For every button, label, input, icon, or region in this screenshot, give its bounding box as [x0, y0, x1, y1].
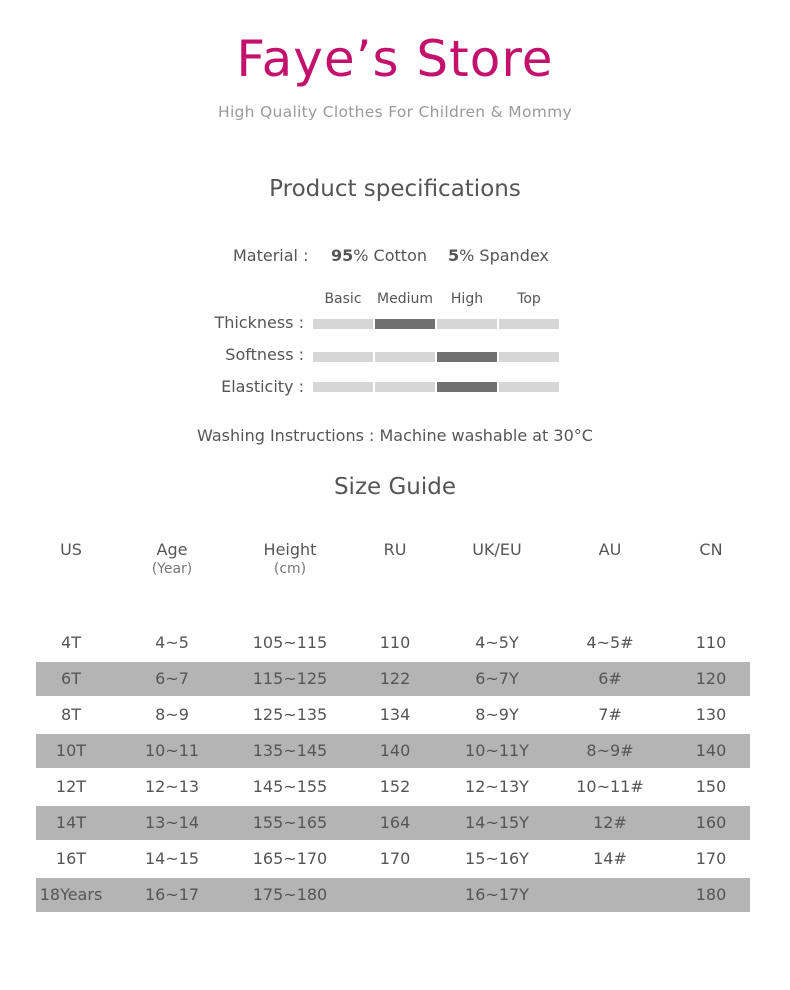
- table-cell: 110: [695, 633, 727, 652]
- size-guide-title: Size Guide: [333, 474, 457, 500]
- thickness-scale-segment-basic: [313, 319, 373, 329]
- table-cell: 10T: [55, 741, 87, 760]
- table-cell: 12#: [593, 813, 627, 832]
- elasticity-scale-segment-medium: [375, 382, 435, 392]
- elasticity-label: Elasticity :: [221, 377, 304, 396]
- column-header-label: Height: [263, 540, 317, 559]
- softness-scale-segment-basic: [313, 352, 373, 362]
- thickness-scale-segment-medium: [375, 319, 435, 329]
- table-cell: 180: [695, 885, 727, 904]
- table-cell: 8~9: [155, 705, 189, 724]
- table-cell: 120: [695, 669, 727, 688]
- table-cell: 13~14: [144, 813, 200, 832]
- table-row: [36, 734, 750, 768]
- table-cell: 115~125: [252, 669, 328, 688]
- table-cell: 10~11: [144, 741, 200, 760]
- column-header-label: CN: [699, 540, 723, 559]
- table-cell: [555, 878, 665, 912]
- table-cell: 14~15Y: [465, 813, 529, 832]
- table-cell: 6T: [61, 669, 81, 688]
- table-row: [36, 806, 750, 840]
- column-header-unit: (cm): [273, 561, 307, 577]
- table-cell: 122: [379, 669, 411, 688]
- column-header-label: US: [60, 540, 82, 559]
- spandex-percent: 5: [448, 246, 460, 265]
- store-tagline: High Quality Clothes For Children & Mommy: [217, 103, 573, 121]
- store-logo-title: Faye’s Store: [236, 30, 554, 88]
- table-cell: 145~155: [252, 777, 328, 796]
- table-row: [36, 842, 750, 876]
- column-header-ru: [340, 540, 450, 559]
- table-cell: 140: [379, 741, 411, 760]
- column-header-label: RU: [383, 540, 407, 559]
- column-header-height: [235, 540, 345, 577]
- level-header-top: Top: [517, 291, 541, 307]
- table-cell: 14~15: [144, 849, 200, 868]
- table-cell: 150: [695, 777, 727, 796]
- softness-scale-segment-top: [499, 352, 559, 362]
- table-cell: 7#: [598, 705, 622, 724]
- washing-instructions: Washing Instructions : Machine washable at 30°C: [197, 426, 593, 445]
- table-cell: 10~11Y: [465, 741, 529, 760]
- table-cell: 14#: [593, 849, 627, 868]
- table-cell: 4~5#: [586, 633, 634, 652]
- table-row: [36, 770, 750, 804]
- table-cell: 134: [379, 705, 411, 724]
- table-cell: 12~13Y: [465, 777, 529, 796]
- table-cell: 6#: [598, 669, 622, 688]
- table-cell: 15~16Y: [465, 849, 529, 868]
- table-cell: 16T: [55, 849, 87, 868]
- column-header-label: UK/EU: [472, 540, 522, 559]
- column-header-unit: (Year): [151, 561, 193, 577]
- table-cell: 8~9Y: [475, 705, 519, 724]
- table-cell: 8T: [61, 705, 81, 724]
- table-cell: 170: [379, 849, 411, 868]
- table-cell: 160: [695, 813, 727, 832]
- table-cell: 10~11#: [576, 777, 644, 796]
- column-header-age: [117, 540, 227, 577]
- table-cell: 165~170: [252, 849, 328, 868]
- column-header-ukeu: [442, 540, 552, 559]
- table-cell: 4T: [61, 633, 81, 652]
- cotton-percent: 95: [331, 246, 354, 265]
- table-cell: 12~13: [144, 777, 200, 796]
- elasticity-scale-segment-top: [499, 382, 559, 392]
- level-header-high: High: [450, 291, 484, 307]
- table-cell: 6~7Y: [475, 669, 519, 688]
- spandex-text: % Spandex: [459, 246, 549, 265]
- table-cell: 8~9#: [586, 741, 634, 760]
- table-row: [36, 626, 750, 660]
- table-row: [36, 698, 750, 732]
- product-specifications-title: Product specifications: [269, 176, 521, 202]
- softness-scale-segment-medium: [375, 352, 435, 362]
- table-cell: 16~17Y: [465, 885, 529, 904]
- table-cell: 140: [695, 741, 727, 760]
- thickness-label: Thickness :: [214, 313, 304, 332]
- softness-scale-segment-high: [437, 352, 497, 362]
- material-label: Material :: [233, 246, 309, 265]
- table-cell: 110: [379, 633, 411, 652]
- table-cell: 125~135: [252, 705, 328, 724]
- table-cell: 152: [379, 777, 411, 796]
- table-cell: 155~165: [252, 813, 328, 832]
- table-cell: 18Years: [39, 885, 103, 904]
- table-cell: 164: [379, 813, 411, 832]
- table-cell: 130: [695, 705, 727, 724]
- thickness-scale-segment-high: [437, 319, 497, 329]
- table-cell: 6~7: [155, 669, 189, 688]
- table-cell: 12T: [55, 777, 87, 796]
- softness-scale: [313, 352, 561, 362]
- table-cell: 14T: [55, 813, 87, 832]
- table-row: [36, 878, 750, 912]
- column-header-cn: [656, 540, 766, 559]
- softness-label: Softness :: [225, 345, 304, 364]
- column-header-au: [555, 540, 665, 559]
- thickness-scale-segment-top: [499, 319, 559, 329]
- table-cell: 170: [695, 849, 727, 868]
- material-cotton: [331, 246, 427, 265]
- column-header-label: Age: [156, 540, 188, 559]
- column-header-us: [16, 540, 126, 559]
- cotton-text: % Cotton: [353, 246, 427, 265]
- elasticity-scale: [313, 382, 561, 392]
- table-cell: 135~145: [252, 741, 328, 760]
- table-cell: [340, 878, 450, 912]
- table-cell: 4~5Y: [475, 633, 519, 652]
- table-row: [36, 662, 750, 696]
- level-header-basic: Basic: [324, 291, 362, 307]
- thickness-scale: [313, 319, 561, 329]
- material-spandex: [448, 246, 549, 265]
- level-header-medium: Medium: [377, 291, 433, 307]
- table-cell: 4~5: [155, 633, 189, 652]
- elasticity-scale-segment-basic: [313, 382, 373, 392]
- table-cell: 175~180: [252, 885, 328, 904]
- table-cell: 16~17: [144, 885, 200, 904]
- elasticity-scale-segment-high: [437, 382, 497, 392]
- table-cell: 105~115: [252, 633, 328, 652]
- column-header-label: AU: [598, 540, 622, 559]
